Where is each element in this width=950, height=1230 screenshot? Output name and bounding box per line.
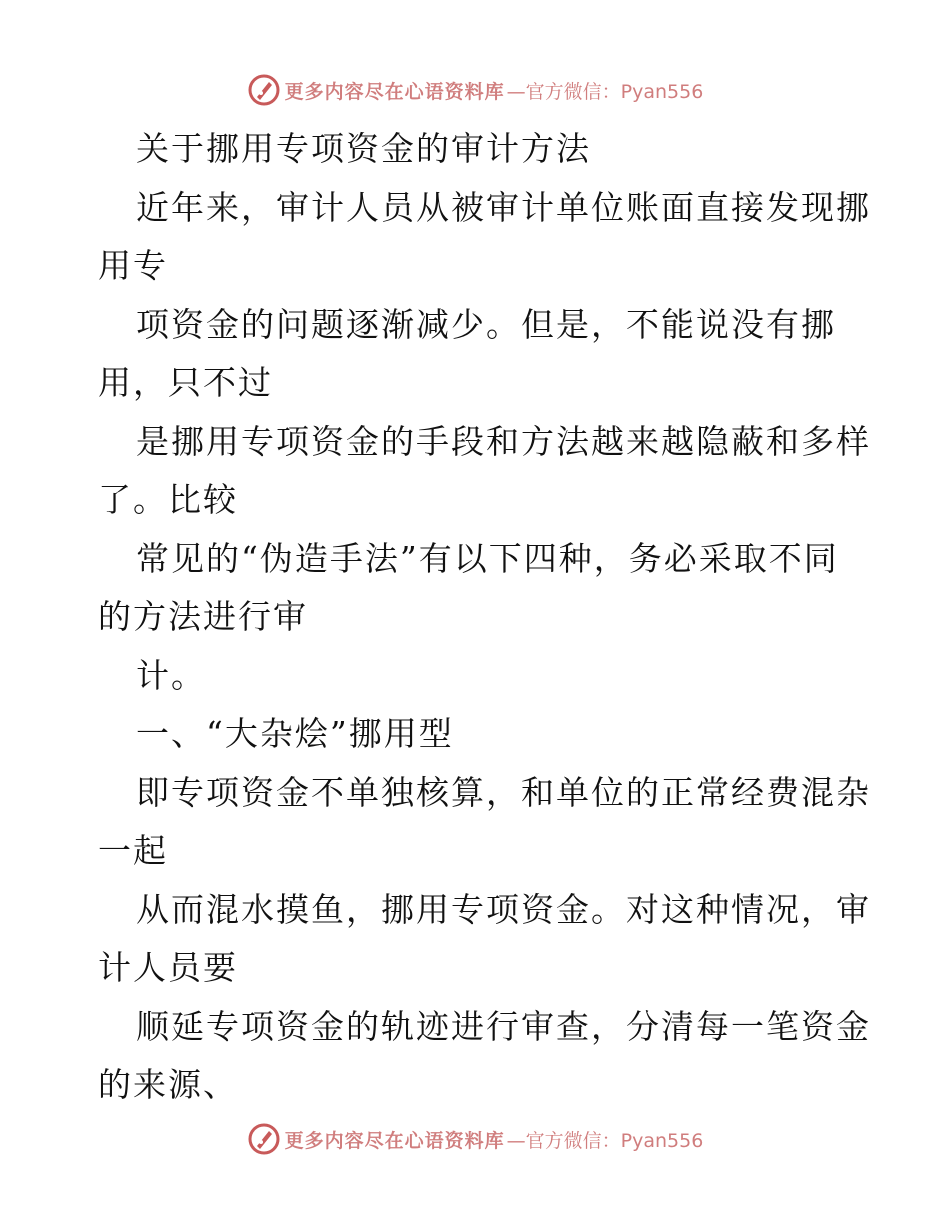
pen-nib-logo-icon	[247, 1122, 281, 1156]
header-banner	[0, 70, 950, 110]
document-line: 了。比较	[98, 480, 238, 519]
document-line: 计。	[136, 655, 206, 695]
banner-main-text: 更多内容尽在心语资料库	[284, 80, 505, 103]
document-line: 顺延专项资金的轨迹进行审查，分清每一笔资金	[136, 1006, 871, 1046]
document-line: 计人员要	[98, 948, 238, 987]
document-body	[98, 120, 871, 1115]
document-line: 关于挪用专项资金的审计方法	[136, 129, 591, 168]
document-line: 项资金的问题逐渐减少。但是，不能说没有挪	[136, 304, 836, 344]
banner-sub-text: —官方微信：Pyan556	[506, 80, 704, 103]
banner-main-text: 更多内容尽在心语资料库	[284, 1129, 505, 1152]
document-line: 即专项资金不单独核算，和单位的正常经费混杂	[136, 772, 871, 812]
footer-banner	[0, 1119, 950, 1159]
document-line: 一起	[98, 831, 168, 870]
document-line: 常见的“伪造手法”有以下四种，务必采取不同	[136, 538, 839, 578]
document-line: 近年来，审计人员从被审计单位账面直接发现挪	[136, 187, 871, 227]
document-line: 从而混水摸鱼，挪用专项资金。对这种情况，审	[136, 889, 871, 929]
document-line: 用专	[98, 246, 168, 285]
pen-nib-logo-icon	[247, 73, 281, 107]
document-line: 用，只不过	[98, 363, 273, 402]
document-line: 是挪用专项资金的手段和方法越来越隐蔽和多样	[136, 421, 871, 461]
document-line: 一、“大杂烩”挪用型	[136, 714, 454, 753]
banner-sub-text: —官方微信：Pyan556	[506, 1129, 704, 1152]
document-line: 的方法进行审	[98, 597, 308, 636]
document-line: 的来源、	[98, 1065, 238, 1104]
